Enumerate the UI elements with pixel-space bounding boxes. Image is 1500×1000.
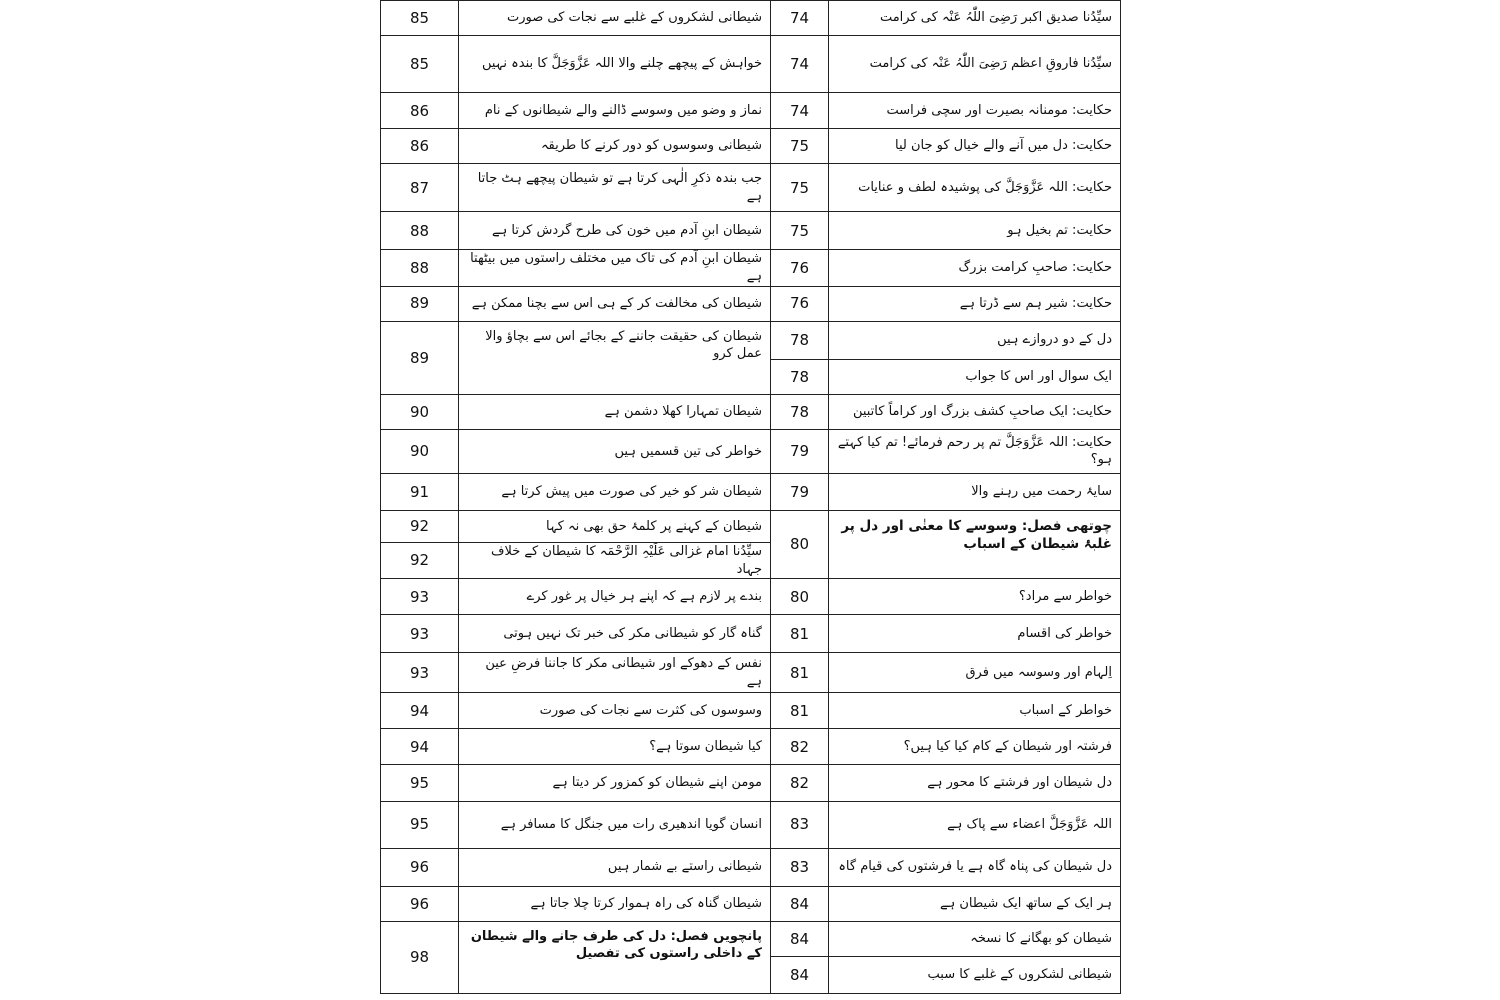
page-number: 81 [771, 653, 829, 693]
entry-title: شیطانی وسوسوں کو دور کرنے کا طریقہ [459, 129, 771, 164]
table-row [381, 473, 1121, 510]
entry-title: اِلہام اور وسوسہ میں فرق [829, 653, 1121, 693]
entry-title: شیطان تمہارا کھلا دشمن ہے [459, 394, 771, 429]
entry-title: سیِّدُنا صدیق اکبر رَضِیَ اللّٰہُ عَنْہ کی کرامت [829, 1, 1121, 36]
page-number: 96 [381, 886, 459, 921]
page-number: 81 [771, 615, 829, 653]
entry-title: خواطر کی تین قسمیں ہیں [459, 429, 771, 473]
entry-title: ہر ایک کے ساتھ ایک شیطان ہے [829, 886, 1121, 921]
page-number: 78 [771, 321, 829, 359]
chapter-heading: چوتھی فصل: وسوسے کا معنٰی اور دل پر غلبۂ شیطان کے اسباب [829, 510, 1121, 578]
page-number: 74 [771, 36, 829, 93]
entry-title: حکایت: اللہ عَزَّوَجَلَّ کی پوشیدہ لطف و عنایات [829, 164, 1121, 212]
table-row [381, 729, 1121, 765]
table-of-contents [380, 0, 1120, 994]
entry-title: حکایت: اللہ عَزَّوَجَلَّ تم پر رحم فرمائے! تم کیا کہتے ہو؟ [829, 429, 1121, 473]
entry-title: شیطان ابنِ آدم کی تاک میں مختلف راستوں میں بیٹھتا ہے [459, 250, 771, 286]
entry-title: سیِّدُنا امام غزالی عَلَیْہِ الرَّحْمَہ کا شیطان کے خلاف جہاد [459, 543, 771, 579]
page-number: 93 [381, 579, 459, 615]
entry-title: مومن اپنے شیطان کو کمزور کر دیتا ہے [459, 765, 771, 801]
page-number: 78 [771, 359, 829, 394]
page-number: 90 [381, 394, 459, 429]
table-row [381, 653, 1121, 693]
entry-title: کیا شیطان سوتا ہے؟ [459, 729, 771, 765]
entry-title: دل کے دو دروازے ہیں [829, 321, 1121, 359]
table-row [381, 36, 1121, 93]
page-number: 75 [771, 212, 829, 250]
entry-title: شیطان شر کو خیر کی صورت میں پیش کرتا ہے [459, 473, 771, 510]
page-number: 92 [381, 543, 459, 579]
page-number: 76 [771, 286, 829, 321]
entry-title: حکایت: شیر ہم سے ڈرتا ہے [829, 286, 1121, 321]
entry-title: شیطانی لشکروں کے غلبے کا سبب [829, 956, 1121, 993]
page-number: 86 [381, 93, 459, 129]
entry-title: شیطان گناہ کی راہ ہموار کرتا چلا جاتا ہے [459, 886, 771, 921]
table-row [381, 615, 1121, 653]
page-number: 96 [381, 848, 459, 886]
entry-title: سایۂ رحمت میں رہنے والا [829, 473, 1121, 510]
page-number: 78 [771, 394, 829, 429]
entry-title: شیطان کو بھگانے کا نسخہ [829, 921, 1121, 956]
entry-title: بندے پر لازم ہے کہ اپنے ہر خیال پر غور کرے [459, 579, 771, 615]
page-number: 80 [771, 510, 829, 578]
table-row [381, 1, 1121, 36]
entry-title: سیِّدُنا فاروقِ اعظم رَضِیَ اللّٰہُ عَنْہ کی کرامت [829, 36, 1121, 93]
table-row [381, 801, 1121, 848]
page-number: 98 [381, 921, 459, 993]
page-number: 94 [381, 729, 459, 765]
table-row [381, 921, 1121, 956]
page-number: 84 [771, 886, 829, 921]
page-number: 95 [381, 765, 459, 801]
page-number: 92 [381, 510, 459, 542]
chapter-heading: پانچویں فصل: دل کی طرف جانے والے شیطان کے داخلی راستوں کی تفصیل [459, 921, 771, 993]
entry-title: حکایت: تم بخیل ہو [829, 212, 1121, 250]
entry-title: حکایت: صاحبِ کرامت بزرگ [829, 250, 1121, 286]
page-number: 87 [381, 164, 459, 212]
page-number: 79 [771, 473, 829, 510]
table-row [381, 765, 1121, 801]
page-number: 83 [771, 801, 829, 848]
page-number: 86 [381, 129, 459, 164]
page-number: 85 [381, 36, 459, 93]
entry-title: نفس کے دھوکے اور شیطانی مکر کا جاننا فرضِ عین ہے [459, 653, 771, 693]
page-number: 79 [771, 429, 829, 473]
page-number: 75 [771, 129, 829, 164]
entry-title: شیطانی لشکروں کے غلبے سے نجات کی صورت [459, 1, 771, 36]
page-number: 89 [381, 286, 459, 321]
table-row [381, 693, 1121, 729]
page-number: 83 [771, 848, 829, 886]
page-number: 89 [381, 321, 459, 394]
table-row [381, 579, 1121, 615]
toc-table [380, 0, 1121, 994]
page-number: 80 [771, 579, 829, 615]
page-number: 88 [381, 250, 459, 286]
entry-title: دل شیطان کی پناہ گاہ ہے یا فرشتوں کی قیام گاہ [829, 848, 1121, 886]
table-row [381, 93, 1121, 129]
page-number: 84 [771, 921, 829, 956]
page-number: 93 [381, 615, 459, 653]
page-number: 82 [771, 729, 829, 765]
entry-title: وسوسوں کی کثرت سے نجات کی صورت [459, 693, 771, 729]
entry-title: حکایت: مومنانہ بصیرت اور سچی فراست [829, 93, 1121, 129]
entry-title: شیطانی راستے بے شمار ہیں [459, 848, 771, 886]
table-row [381, 164, 1121, 212]
page-number: 91 [381, 473, 459, 510]
table-row [381, 848, 1121, 886]
entry-title: شیطان کے کہنے پر کلمۂ حق بھی نہ کہا [459, 510, 771, 542]
page-number: 85 [381, 1, 459, 36]
entry-title: ایک سوال اور اس کا جواب [829, 359, 1121, 394]
page-number: 82 [771, 765, 829, 801]
entry-title: خواطر کے اسباب [829, 693, 1121, 729]
entry-title: خواطر کی اقسام [829, 615, 1121, 653]
entry-title: فرشتہ اور شیطان کے کام کیا کیا ہیں؟ [829, 729, 1121, 765]
table-row [381, 129, 1121, 164]
entry-title: شیطان کی مخالفت کر کے ہی اس سے بچنا ممکن ہے [459, 286, 771, 321]
page-number: 74 [771, 1, 829, 36]
table-row [381, 212, 1121, 250]
entry-title: شیطان کی حقیقت جاننے کے بجائے اس سے بچاؤ والا عمل کرو [459, 321, 771, 394]
table-row [381, 394, 1121, 429]
page-number: 81 [771, 693, 829, 729]
table-row [381, 321, 1121, 359]
entry-title: انسان گویا اندھیری رات میں جنگل کا مسافر ہے [459, 801, 771, 848]
page-number: 95 [381, 801, 459, 848]
page-number: 88 [381, 212, 459, 250]
page-number: 75 [771, 164, 829, 212]
entry-title: شیطان ابنِ آدم میں خون کی طرح گردش کرتا ہے [459, 212, 771, 250]
page-number: 76 [771, 250, 829, 286]
page-number: 94 [381, 693, 459, 729]
table-row [381, 250, 1121, 286]
entry-title: حکایت: ایک صاحبِ کشف بزرگ اور کراماً کاتبین [829, 394, 1121, 429]
entry-title: نماز و وضو میں وسوسے ڈالنے والے شیطانوں کے نام [459, 93, 771, 129]
page-number: 74 [771, 93, 829, 129]
page-number: 90 [381, 429, 459, 473]
page-number: 93 [381, 653, 459, 693]
table-row [381, 286, 1121, 321]
entry-title: گناہ گار کو شیطانی مکر کی خبر تک نہیں ہوتی [459, 615, 771, 653]
table-row [381, 510, 1121, 542]
entry-title: جب بندہ ذکرِ الٰہی کرتا ہے تو شیطان پیچھے ہٹ جاتا ہے [459, 164, 771, 212]
entry-title: حکایت: دل میں آنے والے خیال کو جان لیا [829, 129, 1121, 164]
entry-title: دل شیطان اور فرشتے کا محور ہے [829, 765, 1121, 801]
table-row [381, 886, 1121, 921]
entry-title: خواہش کے پیچھے چلنے والا اللہ عَزَّوَجَلَّ کا بندہ نہیں [459, 36, 771, 93]
page-number: 84 [771, 956, 829, 993]
entry-title: اللہ عَزَّوَجَلَّ اعضاء سے پاک ہے [829, 801, 1121, 848]
table-row [381, 429, 1121, 473]
entry-title: خواطر سے مراد؟ [829, 579, 1121, 615]
